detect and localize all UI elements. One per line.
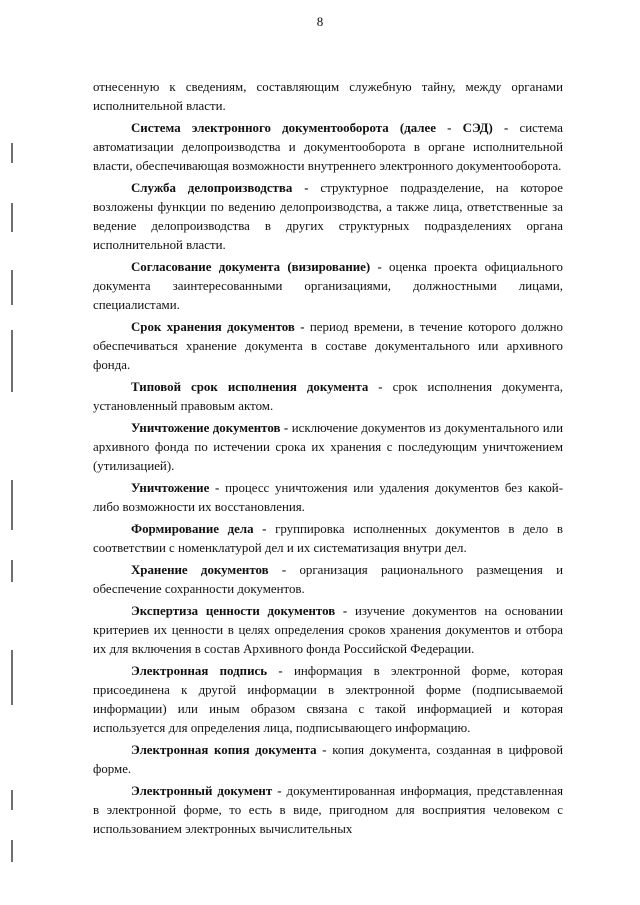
- definition-paragraph: [93, 520, 563, 558]
- definition-text: исключение документов из документального или архивного фонда по истечении срока их хранения с последующим уничтожением (утилизацией).: [93, 421, 563, 473]
- term: Согласование документа (визирование) -: [131, 260, 382, 274]
- definition-paragraph: [93, 318, 563, 375]
- definition-paragraph: [93, 662, 563, 738]
- page-number: 8: [316, 14, 324, 29]
- term: Срок хранения документов -: [131, 320, 305, 334]
- definition-text: документированная информация, представленная в электронной форме, то есть в виде, пригодном для восприятия человеком с использованием электронных вычислительных: [93, 784, 564, 836]
- definition-text: копия документа, созданная в цифровой форме.: [93, 743, 563, 776]
- term: Служба делопроизводства -: [131, 181, 309, 195]
- paragraph: [93, 78, 563, 116]
- term: Уничтожение -: [131, 481, 220, 495]
- term: Хранение документов -: [131, 563, 287, 577]
- definition-paragraph: [93, 179, 563, 255]
- definition-paragraph: [93, 258, 563, 315]
- definition-text: организация рационального размещения и обеспечение сохранности документов.: [93, 563, 563, 596]
- definition-paragraph: [93, 119, 563, 176]
- definition-text: группировка исполненных документов в дело в соответствии с номенклатурой дел и их систематизация внутри дел.: [93, 522, 563, 555]
- definition-paragraph: [93, 479, 563, 517]
- term: Электронная копия документа -: [131, 743, 327, 757]
- definition-text: период времени, в течение которого должно обеспечиваться хранение документа в составе документального или архивного фонда.: [93, 320, 563, 372]
- term: Уничтожение документов -: [131, 421, 289, 435]
- definition-text: процесс уничтожения или удаления документов без какой-либо возможности их восстановления.: [93, 481, 563, 514]
- definition-text: изучение документов на основании критериев их ценности в целях определения сроков хранения документов и отбора их для включения в состав Архивного фонда Российской Федерации.: [93, 604, 563, 656]
- term: Электронная подпись -: [131, 664, 283, 678]
- definition-paragraph: [93, 602, 563, 659]
- term: Система электронного документооборота (далее - СЭД) -: [131, 121, 509, 135]
- definition-paragraph: [93, 561, 563, 599]
- definition-paragraph: [93, 782, 563, 839]
- definition-text: информация в электронной форме, которая присоединена к другой информации в электронной форме (подписываемой информации) или иным образом связана с такой информацией и которая используется для определения лица, подписывающего информацию.: [93, 664, 563, 735]
- definition-text: срок исполнения документа, установленный правовым актом.: [93, 380, 563, 413]
- definition-text: система автоматизации делопроизводства и документооборота в органе исполнительной власти, обеспечивающая возможности внутреннего электронного документооборота.: [93, 121, 563, 173]
- definition-text: оценка проекта официального документа заинтересованными организациями, должностными лицами, специалистами.: [93, 260, 563, 312]
- definition-paragraph: [93, 378, 563, 416]
- definition-text: структурное подразделение, на которое возложены функции по ведению делопроизводства, а также лица, ответственные за ведение делопроизводства в других структурных подразделениях органа исполнительной власти.: [93, 181, 563, 252]
- document-body: [93, 78, 563, 842]
- definition-paragraph: [93, 419, 563, 476]
- term: Экспертиза ценности документов -: [131, 604, 348, 618]
- term: Формирование дела -: [131, 522, 267, 536]
- paragraph-text: отнесенную к сведениям, составляющим служебную тайну, между органами исполнительной власти.: [93, 80, 563, 113]
- definition-paragraph: [93, 741, 563, 779]
- term: Типовой срок исполнения документа -: [131, 380, 383, 394]
- term: Электронный документ -: [131, 784, 282, 798]
